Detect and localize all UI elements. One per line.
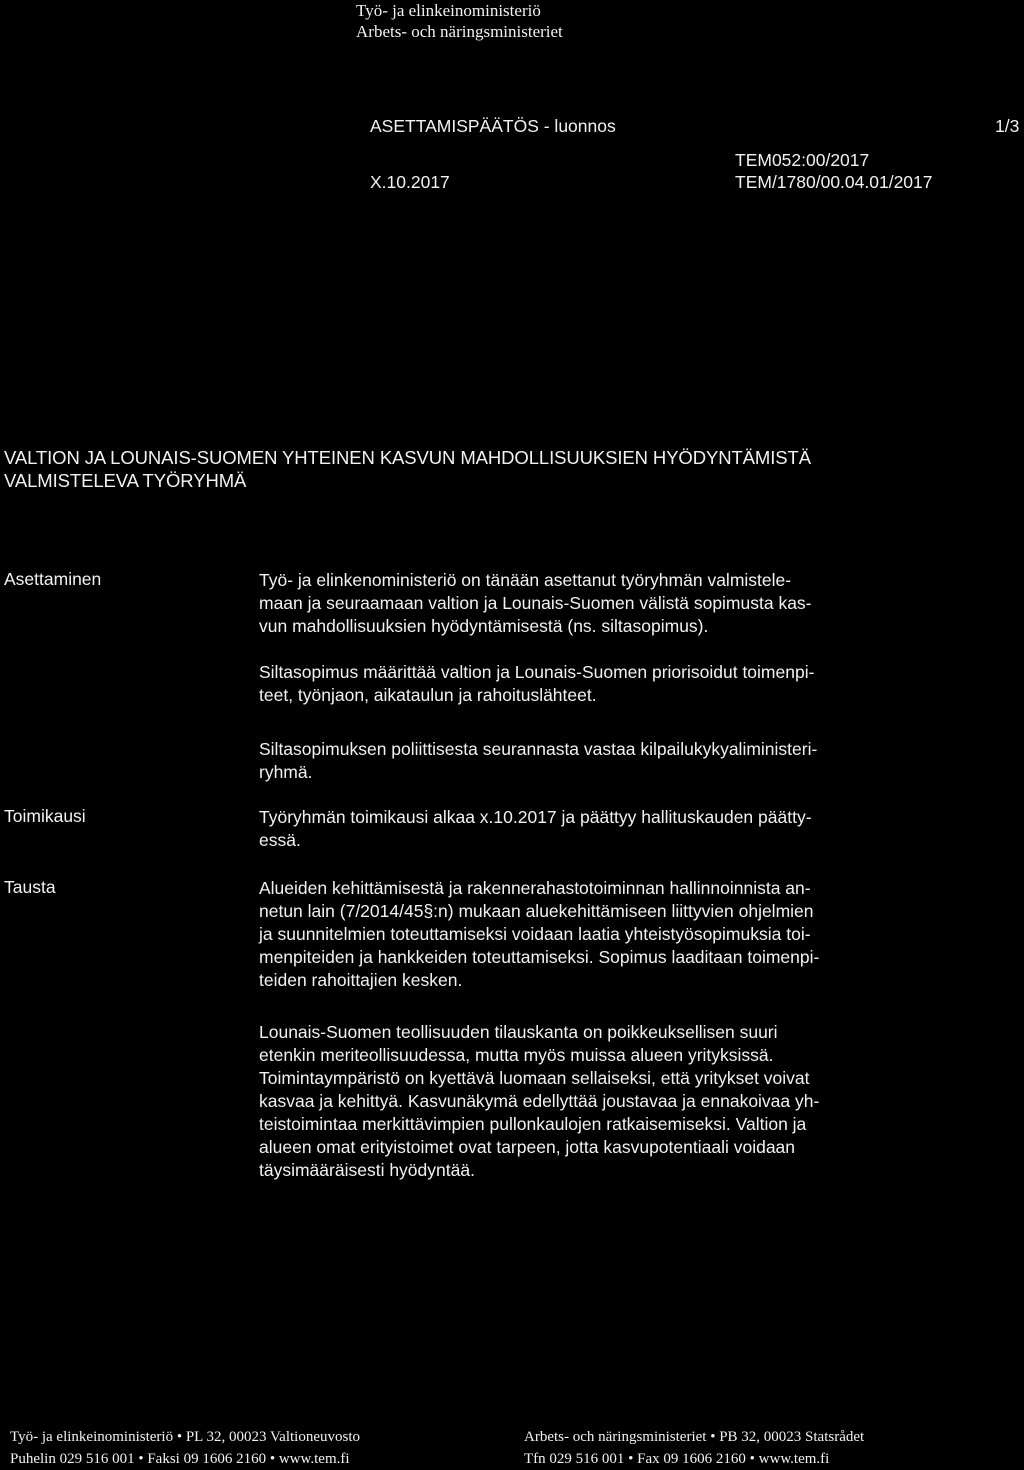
footer-sv — [524, 1426, 864, 1470]
reference-number-2: TEM/1780/00.04.01/2017 — [735, 172, 933, 192]
text-line: Lounais-Suomen teollisuuden tilauskanta on poikkeuksellisen suuri — [259, 1022, 778, 1042]
paragraph — [259, 1021, 929, 1182]
text-line: Siltasopimus määrittää valtion ja Lounais-Suomen priorisoidut toimenpi- — [259, 662, 815, 682]
section-label-tausta: Tausta — [4, 877, 56, 897]
ministry-name-sv: Arbets- och näringsministeriet — [356, 22, 563, 41]
text-line: etenkin meriteollisuudessa, mutta myös muissa alueen yrityksissä. — [259, 1045, 774, 1065]
title-line: VALTION JA LOUNAIS-SUOMEN YHTEINEN KASVUN MAHDOLLISUUKSIEN HYÖDYNTÄMISTÄ — [4, 447, 811, 468]
text-line: Alueiden kehittämisestä ja rakennerahastotoiminnan hallinnoinnista an- — [259, 878, 811, 898]
section-label-toimikausi: Toimikausi — [4, 806, 86, 826]
section-label-asettaminen: Asettaminen — [4, 569, 102, 589]
text-line: ryhmä. — [259, 762, 313, 782]
text-line: teistoimintaa merkittävimpien pullonkaulojen ratkaisemiseksi. Valtion ja — [259, 1114, 807, 1134]
document-date: X.10.2017 — [370, 172, 450, 192]
paragraph — [259, 569, 929, 638]
footer-contact-fi: Puhelin 029 516 001 • Faksi 09 1606 2160 • www.tem.fi — [10, 1451, 350, 1467]
document-title — [4, 446, 811, 492]
text-line: menpiteiden ja hankkeiden toteuttamiseksi. Sopimus laaditaan toimenpi- — [259, 947, 820, 967]
footer-address-fi: Työ- ja elinkeinoministeriö • PL 32, 00023 Valtioneuvosto — [10, 1429, 361, 1445]
paragraph — [259, 738, 929, 784]
text-line: essä. — [259, 830, 301, 850]
text-line: vun mahdollisuuksien hyödyntämisestä (ns. siltasopimus). — [259, 616, 709, 636]
document-type: ASETTAMISPÄÄTÖS - luonnos — [370, 116, 616, 136]
text-line: Työ- ja elinkenoministeriö on tänään asettanut työryhmän valmistele- — [259, 570, 792, 590]
title-line: VALMISTELEVA TYÖRYHMÄ — [4, 470, 247, 491]
footer-contact-sv: Tfn 029 516 001 • Fax 09 1606 2160 • www.tem.fi — [524, 1451, 830, 1467]
text-line: Siltasopimuksen poliittisesta seurannasta vastaa kilpailukykyaliministeri- — [259, 739, 818, 759]
page-number: 1/3 — [995, 116, 1020, 136]
text-line: Toimintaympäristö on kyettävä luomaan sellaiseksi, että yritykset voivat — [259, 1068, 810, 1088]
paragraph — [259, 806, 929, 852]
text-line: ja suunnitelmien toteuttamiseksi voidaan laatia yhteistyösopimuksia toi- — [259, 924, 811, 944]
text-line: teiden rahoittajien kesken. — [259, 970, 463, 990]
text-line: Työryhmän toimikausi alkaa x.10.2017 ja päättyy hallituskauden päätty- — [259, 807, 812, 827]
text-line: netun lain (7/2014/45§:n) mukaan aluekehittämiseen liittyvien ohjelmien — [259, 901, 814, 921]
reference-number-1: TEM052:00/2017 — [735, 150, 870, 170]
text-line: alueen omat erityistoimet ovat tarpeen, jotta kasvupotentiaali voidaan — [259, 1137, 796, 1157]
text-line: maan ja seuraamaan valtion ja Lounais-Suomen välistä sopimusta kas- — [259, 593, 812, 613]
text-line: kasvaa ja kehittyä. Kasvunäkymä edellyttää joustavaa ja ennakoivaa yh- — [259, 1091, 820, 1111]
paragraph — [259, 877, 929, 992]
footer-address-sv: Arbets- och näringsministeriet • PB 32, 00023 Statsrådet — [524, 1429, 865, 1445]
footer-fi — [10, 1426, 360, 1470]
ministry-name-fi: Työ- ja elinkeinoministeriö — [356, 1, 541, 20]
text-line: teet, työnjaon, aikataulun ja rahoituslähteet. — [259, 685, 597, 705]
paragraph — [259, 661, 929, 707]
text-line: täysimääräisesti hyödyntää. — [259, 1160, 475, 1180]
letterhead — [356, 0, 563, 42]
